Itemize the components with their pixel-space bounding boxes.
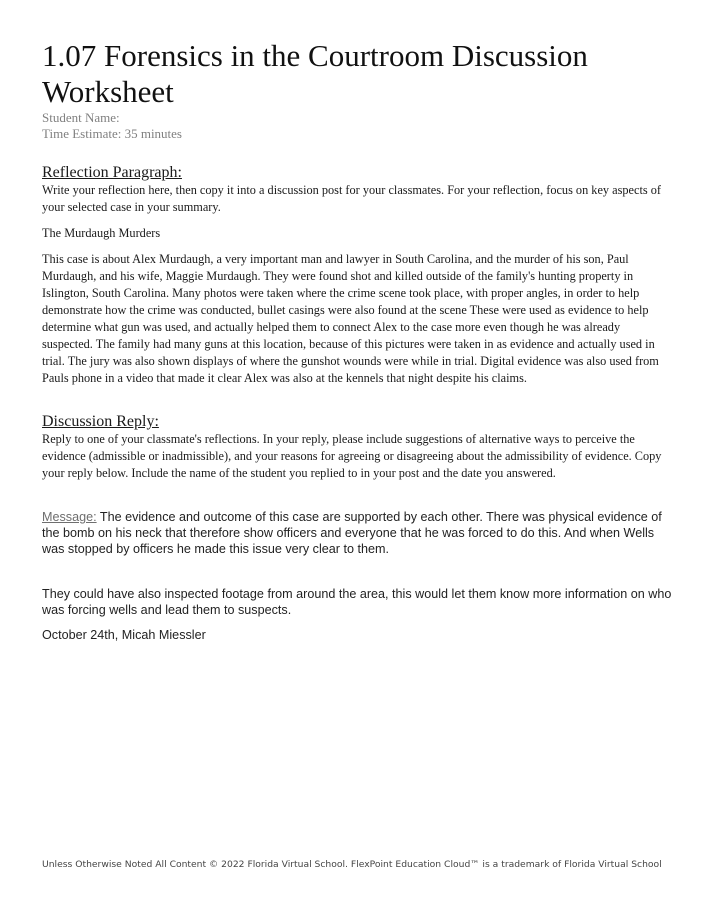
reflection-heading: Reflection Paragraph: bbox=[42, 164, 182, 181]
reflection-body: This case is about Alex Murdaugh, a very important man and lawyer in South Carolina, and the murder of his son, Paul Murdaugh, and his wife, Maggie Murdaugh. They were found shot and killed outside of the family's hunting property in Islington, South Carolina. Many photos were taken where the crime scene took place, with proper angles, in order to help demonstrate how the crime was conducted, bullet casings were also found at the scene These were used as evidence to help determine what gun was used, and actually helped them to connect Alex to the case more even though he was already suspected. The family had many guns at this location, because of this pictures were taken in as evidence and actually used in trial. The jury was also shown displays of where the gunshot wounds were while in trial. Digital evidence was also used from Pauls phone in a video that made it clear Alex was also at the kennels that night despite his claims. bbox=[42, 252, 659, 385]
page-title: 1.07 Forensics in the Courtroom Discussion Worksheet bbox=[42, 38, 588, 109]
reflection-instructions: Write your reflection here, then copy it into a discussion post for your classmates. For your reflection, focus on key aspects of your selected case in your summary. bbox=[42, 183, 661, 214]
discussion-section bbox=[42, 412, 672, 643]
message-label: Message: bbox=[42, 510, 97, 524]
reply-followup: They could have also inspected footage from around the area, this would let them know more information on who was forcing wells and lead them to suspects. bbox=[42, 587, 672, 617]
student-name-label: Student Name: bbox=[42, 110, 120, 125]
time-estimate: Time Estimate: 35 minutes bbox=[42, 126, 182, 141]
discussion-heading: Discussion Reply: bbox=[42, 413, 159, 430]
case-title: The Murdaugh Murders bbox=[42, 226, 161, 240]
message-text: The evidence and outcome of this case are supported by each other. There was physical evidence of the bomb on his neck that therefore show officers and everyone that he was forced to do this. And when Wells was stopped by officers he made this issue very clear to them. bbox=[42, 510, 662, 556]
reply-message bbox=[42, 509, 672, 557]
copyright-footer: Unless Otherwise Noted All Content © 2022 Florida Virtual School. FlexPoint Education Cloud™ is a trademark of Florida Virtual School bbox=[42, 859, 662, 870]
reply-signature: October 24th, Micah Miessler bbox=[42, 628, 206, 642]
discussion-instructions: Reply to one of your classmate's reflections. In your reply, please include suggestions of alternative ways to perceive the evidence (admissible or inadmissible), and your reasons for agreeing or disagreeing about the admissibility of evidence. Copy your reply below. Include the name of the student you replied to in your post and the date you answered. bbox=[42, 432, 662, 480]
reflection-section bbox=[42, 163, 672, 387]
worksheet-page bbox=[42, 38, 672, 643]
